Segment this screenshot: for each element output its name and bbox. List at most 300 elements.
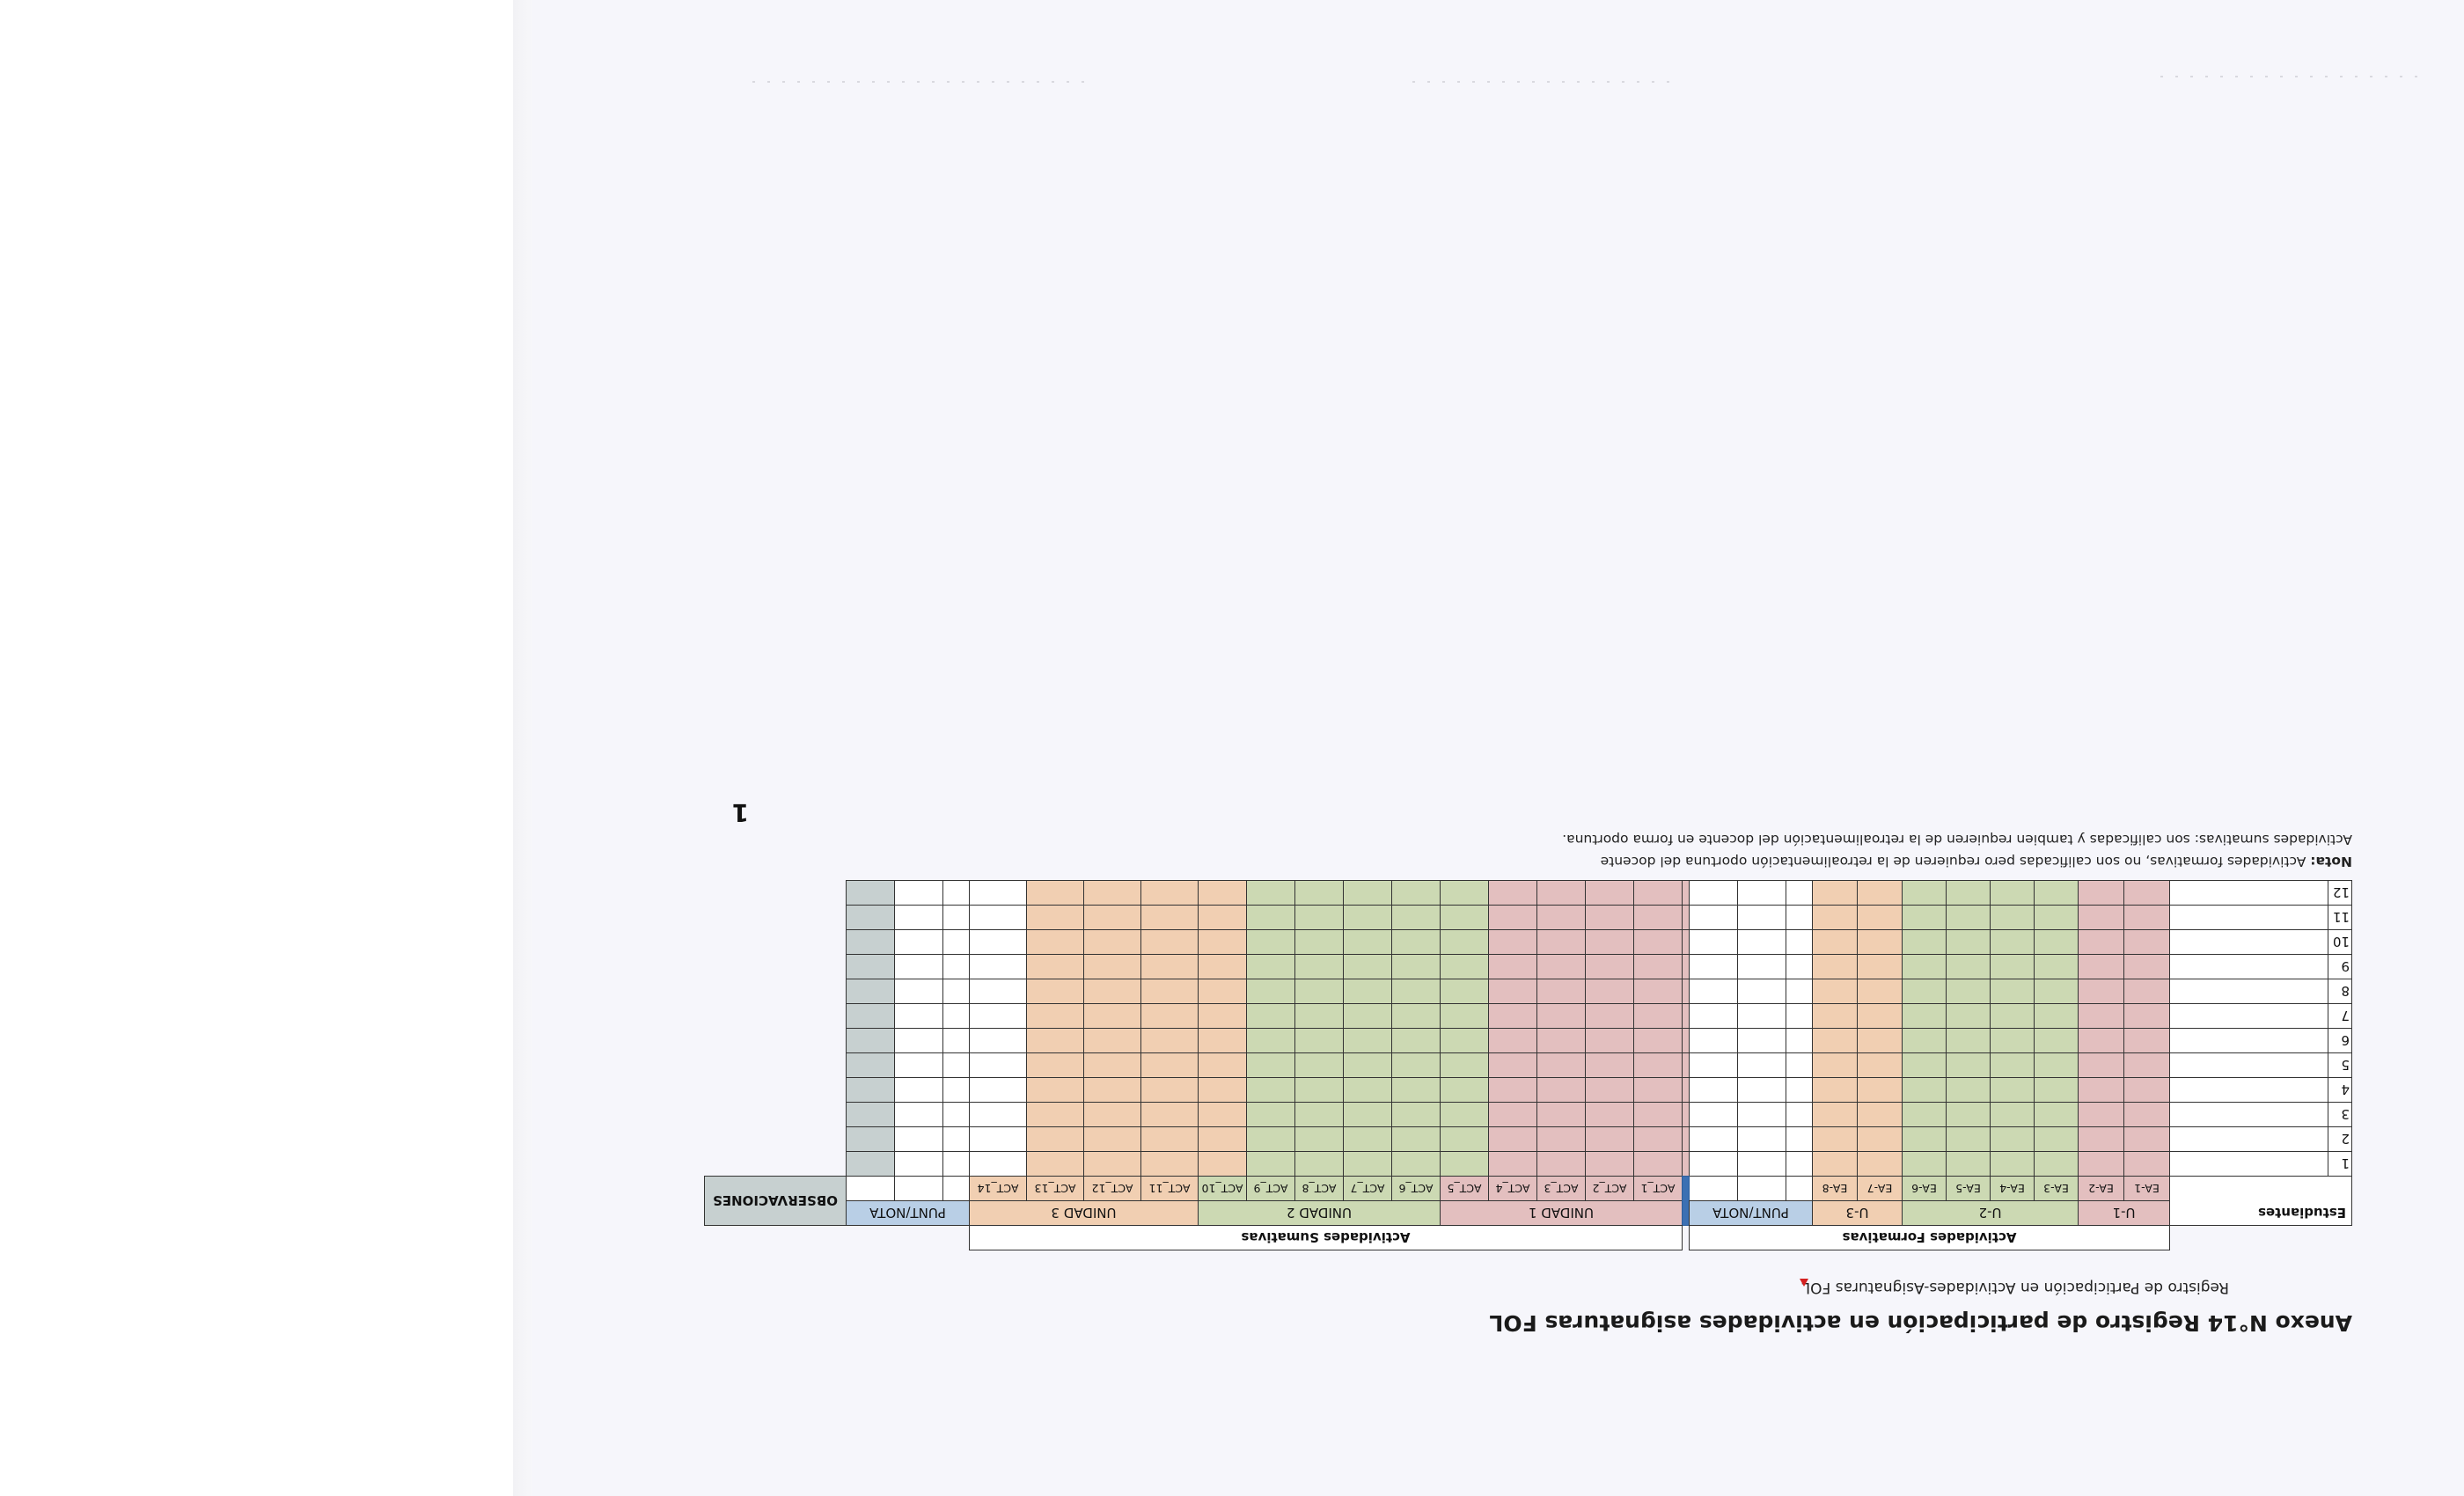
student-name-cell[interactable] [2170,979,2328,1004]
grade-cell[interactable] [1690,1078,1738,1103]
grade-cell[interactable] [1141,955,1199,979]
grade-cell[interactable] [1084,979,1141,1004]
grade-cell[interactable] [1813,906,1858,930]
grade-cell[interactable] [1738,955,1786,979]
grade-cell[interactable] [1295,881,1344,906]
grade-cell[interactable] [895,1053,943,1078]
grade-cell[interactable] [1247,979,1295,1004]
grade-cell[interactable] [1738,1004,1786,1029]
grade-cell[interactable] [1392,1127,1441,1152]
grade-cell[interactable] [2124,1152,2170,1177]
grade-cell[interactable] [1813,881,1858,906]
grade-cell[interactable] [1738,881,1786,906]
grade-cell[interactable] [1634,955,1683,979]
grade-cell[interactable] [2079,930,2124,955]
grade-cell[interactable] [1947,979,1991,1004]
student-name-cell[interactable] [2170,906,2328,930]
grade-cell[interactable] [1295,955,1344,979]
grade-cell[interactable] [1392,1078,1441,1103]
grade-cell[interactable] [1344,1078,1392,1103]
grade-cell[interactable] [1537,1029,1586,1053]
grade-cell[interactable] [970,979,1027,1004]
grade-cell[interactable] [1786,1152,1813,1177]
grade-cell[interactable] [1247,906,1295,930]
grade-cell[interactable] [1441,955,1489,979]
student-name-cell[interactable] [2170,955,2328,979]
grade-cell[interactable] [1586,881,1634,906]
grade-cell[interactable] [2079,881,2124,906]
grade-cell[interactable] [970,1127,1027,1152]
grade-cell[interactable] [1199,1078,1247,1103]
grade-cell[interactable] [1786,955,1813,979]
grade-cell[interactable] [1537,906,1586,930]
grade-cell[interactable] [1586,930,1634,955]
grade-cell[interactable] [1537,881,1586,906]
grade-cell[interactable] [1141,1004,1199,1029]
grade-cell[interactable] [1991,955,2035,979]
grade-cell[interactable] [1295,1004,1344,1029]
grade-cell[interactable] [970,1078,1027,1103]
grade-cell[interactable] [895,1103,943,1127]
grade-cell[interactable] [1537,1004,1586,1029]
grade-cell[interactable] [1813,1053,1858,1078]
grade-cell[interactable] [1903,1004,1947,1029]
grade-cell[interactable] [1690,930,1738,955]
grade-cell[interactable] [1392,1152,1441,1177]
grade-cell[interactable] [1247,955,1295,979]
grade-cell[interactable] [1991,1053,2035,1078]
grade-cell[interactable] [2124,930,2170,955]
student-name-cell[interactable] [2170,1152,2328,1177]
grade-cell[interactable] [1344,1152,1392,1177]
grade-cell[interactable] [1344,955,1392,979]
grade-cell[interactable] [1858,1053,1903,1078]
student-name-cell[interactable] [2170,881,2328,906]
grade-cell[interactable] [2035,1053,2079,1078]
grade-cell[interactable] [1683,930,1690,955]
grade-cell[interactable] [970,930,1027,955]
grade-cell[interactable] [943,1004,970,1029]
grade-cell[interactable] [1690,1004,1738,1029]
grade-cell[interactable] [1344,1103,1392,1127]
observation-cell[interactable] [847,1029,895,1053]
grade-cell[interactable] [1634,1053,1683,1078]
grade-cell[interactable] [1441,1004,1489,1029]
grade-cell[interactable] [1084,1152,1141,1177]
observation-cell[interactable] [847,1152,895,1177]
grade-cell[interactable] [1537,955,1586,979]
grade-cell[interactable] [1295,1152,1344,1177]
grade-cell[interactable] [1489,1029,1537,1053]
grade-cell[interactable] [895,930,943,955]
grade-cell[interactable] [1199,881,1247,906]
grade-cell[interactable] [1489,1078,1537,1103]
grade-cell[interactable] [1683,906,1690,930]
grade-cell[interactable] [1813,1029,1858,1053]
grade-cell[interactable] [2035,1078,2079,1103]
grade-cell[interactable] [1027,1078,1084,1103]
grade-cell[interactable] [1903,1078,1947,1103]
grade-cell[interactable] [2124,1127,2170,1152]
grade-cell[interactable] [1738,979,1786,1004]
grade-cell[interactable] [1141,1078,1199,1103]
grade-cell[interactable] [2035,1127,2079,1152]
grade-cell[interactable] [1141,881,1199,906]
grade-cell[interactable] [1634,1127,1683,1152]
grade-cell[interactable] [1813,1004,1858,1029]
grade-cell[interactable] [2079,906,2124,930]
grade-cell[interactable] [943,1127,970,1152]
grade-cell[interactable] [2124,1103,2170,1127]
grade-cell[interactable] [1586,1004,1634,1029]
grade-cell[interactable] [1027,1029,1084,1053]
grade-cell[interactable] [1947,881,1991,906]
grade-cell[interactable] [1141,979,1199,1004]
grade-cell[interactable] [1991,1078,2035,1103]
grade-cell[interactable] [1199,906,1247,930]
observation-cell[interactable] [847,930,895,955]
grade-cell[interactable] [943,1078,970,1103]
grade-cell[interactable] [2079,1053,2124,1078]
grade-cell[interactable] [1199,1127,1247,1152]
grade-cell[interactable] [1344,881,1392,906]
grade-cell[interactable] [970,1004,1027,1029]
grade-cell[interactable] [1683,1152,1690,1177]
grade-cell[interactable] [1027,881,1084,906]
grade-cell[interactable] [1489,906,1537,930]
grade-cell[interactable] [1903,881,1947,906]
grade-cell[interactable] [1903,1152,1947,1177]
grade-cell[interactable] [1786,1053,1813,1078]
grade-cell[interactable] [2035,930,2079,955]
grade-cell[interactable] [1947,1152,1991,1177]
student-name-cell[interactable] [2170,1078,2328,1103]
grade-cell[interactable] [1903,1127,1947,1152]
grade-cell[interactable] [1247,1103,1295,1127]
grade-cell[interactable] [1489,881,1537,906]
grade-cell[interactable] [1537,979,1586,1004]
observation-cell[interactable] [847,1004,895,1029]
grade-cell[interactable] [1441,1127,1489,1152]
student-name-cell[interactable] [2170,1053,2328,1078]
grade-cell[interactable] [1858,1152,1903,1177]
grade-cell[interactable] [2035,1152,2079,1177]
grade-cell[interactable] [1027,1004,1084,1029]
student-name-cell[interactable] [2170,1029,2328,1053]
grade-cell[interactable] [1247,1078,1295,1103]
grade-cell[interactable] [2124,1078,2170,1103]
grade-cell[interactable] [1991,930,2035,955]
observation-cell[interactable] [847,906,895,930]
grade-cell[interactable] [2079,1103,2124,1127]
grade-cell[interactable] [1903,979,1947,1004]
grade-cell[interactable] [970,1029,1027,1053]
grade-cell[interactable] [1947,1053,1991,1078]
grade-cell[interactable] [1295,1029,1344,1053]
grade-cell[interactable] [895,1127,943,1152]
grade-cell[interactable] [1247,930,1295,955]
grade-cell[interactable] [1141,1053,1199,1078]
grade-cell[interactable] [1786,906,1813,930]
student-name-cell[interactable] [2170,1127,2328,1152]
grade-cell[interactable] [1690,1053,1738,1078]
grade-cell[interactable] [1141,1127,1199,1152]
grade-cell[interactable] [1786,979,1813,1004]
grade-cell[interactable] [1441,1152,1489,1177]
grade-cell[interactable] [1489,1152,1537,1177]
grade-cell[interactable] [1392,955,1441,979]
grade-cell[interactable] [1690,906,1738,930]
grade-cell[interactable] [1489,1053,1537,1078]
grade-cell[interactable] [1586,1029,1634,1053]
grade-cell[interactable] [895,1004,943,1029]
observation-cell[interactable] [847,1103,895,1127]
grade-cell[interactable] [1683,1078,1690,1103]
grade-cell[interactable] [1344,906,1392,930]
grade-cell[interactable] [1295,1103,1344,1127]
grade-cell[interactable] [2035,881,2079,906]
grade-cell[interactable] [2035,979,2079,1004]
grade-cell[interactable] [1027,1152,1084,1177]
grade-cell[interactable] [970,906,1027,930]
grade-cell[interactable] [1947,1127,1991,1152]
grade-cell[interactable] [1141,1152,1199,1177]
grade-cell[interactable] [1813,955,1858,979]
grade-cell[interactable] [1634,881,1683,906]
observation-cell[interactable] [847,1053,895,1078]
grade-cell[interactable] [1344,1127,1392,1152]
grade-cell[interactable] [943,1053,970,1078]
grade-cell[interactable] [1634,1004,1683,1029]
grade-cell[interactable] [1813,1103,1858,1127]
grade-cell[interactable] [1247,1004,1295,1029]
grade-cell[interactable] [1344,930,1392,955]
grade-cell[interactable] [1813,1152,1858,1177]
grade-cell[interactable] [2124,1004,2170,1029]
grade-cell[interactable] [1199,955,1247,979]
grade-cell[interactable] [1738,1029,1786,1053]
grade-cell[interactable] [1489,979,1537,1004]
student-name-cell[interactable] [2170,1004,2328,1029]
grade-cell[interactable] [1586,955,1634,979]
grade-cell[interactable] [1903,930,1947,955]
grade-cell[interactable] [1084,1053,1141,1078]
grade-cell[interactable] [2079,955,2124,979]
student-name-cell[interactable] [2170,930,2328,955]
grade-cell[interactable] [2124,881,2170,906]
grade-cell[interactable] [1295,1053,1344,1078]
grade-cell[interactable] [2079,1078,2124,1103]
observation-cell[interactable] [847,881,895,906]
grade-cell[interactable] [1738,930,1786,955]
grade-cell[interactable] [1991,881,2035,906]
grade-cell[interactable] [1141,1029,1199,1053]
grade-cell[interactable] [1027,906,1084,930]
grade-cell[interactable] [970,1152,1027,1177]
grade-cell[interactable] [1947,1029,1991,1053]
grade-cell[interactable] [1991,979,2035,1004]
grade-cell[interactable] [1786,1127,1813,1152]
grade-cell[interactable] [1084,1078,1141,1103]
grade-cell[interactable] [943,1152,970,1177]
grade-cell[interactable] [1690,955,1738,979]
grade-cell[interactable] [1441,1078,1489,1103]
grade-cell[interactable] [1683,1103,1690,1127]
grade-cell[interactable] [1441,906,1489,930]
observation-cell[interactable] [847,955,895,979]
grade-cell[interactable] [1392,906,1441,930]
grade-cell[interactable] [1027,1103,1084,1127]
grade-cell[interactable] [1084,1004,1141,1029]
grade-cell[interactable] [1634,930,1683,955]
grade-cell[interactable] [1247,1152,1295,1177]
grade-cell[interactable] [1199,1103,1247,1127]
grade-cell[interactable] [1027,955,1084,979]
grade-cell[interactable] [1392,930,1441,955]
student-name-cell[interactable] [2170,1103,2328,1127]
grade-cell[interactable] [1858,1078,1903,1103]
grade-cell[interactable] [1537,1152,1586,1177]
grade-cell[interactable] [1489,930,1537,955]
grade-cell[interactable] [1537,1053,1586,1078]
grade-cell[interactable] [2079,1127,2124,1152]
grade-cell[interactable] [1947,1078,1991,1103]
grade-cell[interactable] [1947,930,1991,955]
grade-cell[interactable] [1344,1029,1392,1053]
grade-cell[interactable] [1392,979,1441,1004]
grade-cell[interactable] [1537,1103,1586,1127]
grade-cell[interactable] [1027,1127,1084,1152]
grade-cell[interactable] [1786,1078,1813,1103]
grade-cell[interactable] [1947,1103,1991,1127]
grade-cell[interactable] [1634,1152,1683,1177]
grade-cell[interactable] [1683,979,1690,1004]
grade-cell[interactable] [943,955,970,979]
grade-cell[interactable] [1295,906,1344,930]
grade-cell[interactable] [2035,1029,2079,1053]
grade-cell[interactable] [970,955,1027,979]
grade-cell[interactable] [1084,1103,1141,1127]
observation-cell[interactable] [847,1078,895,1103]
grade-cell[interactable] [1586,906,1634,930]
grade-cell[interactable] [1537,930,1586,955]
grade-cell[interactable] [1947,1004,1991,1029]
grade-cell[interactable] [1084,1127,1141,1152]
grade-cell[interactable] [1858,881,1903,906]
grade-cell[interactable] [1683,1004,1690,1029]
grade-cell[interactable] [1903,1103,1947,1127]
grade-cell[interactable] [1586,1152,1634,1177]
grade-cell[interactable] [1991,1127,2035,1152]
grade-cell[interactable] [943,930,970,955]
grade-cell[interactable] [1295,930,1344,955]
grade-cell[interactable] [1141,1103,1199,1127]
grade-cell[interactable] [1786,930,1813,955]
grade-cell[interactable] [1858,955,1903,979]
grade-cell[interactable] [1991,1004,2035,1029]
grade-cell[interactable] [1247,881,1295,906]
grade-cell[interactable] [1441,930,1489,955]
grade-cell[interactable] [2035,906,2079,930]
grade-cell[interactable] [1586,1103,1634,1127]
grade-cell[interactable] [1738,1053,1786,1078]
grade-cell[interactable] [1634,1078,1683,1103]
grade-cell[interactable] [1690,1127,1738,1152]
grade-cell[interactable] [1199,1152,1247,1177]
grade-cell[interactable] [1027,1053,1084,1078]
grade-cell[interactable] [1786,1103,1813,1127]
observation-cell[interactable] [847,1127,895,1152]
grade-cell[interactable] [2079,1029,2124,1053]
grade-cell[interactable] [1441,1053,1489,1078]
grade-cell[interactable] [895,1029,943,1053]
grade-cell[interactable] [1858,1103,1903,1127]
grade-cell[interactable] [1027,930,1084,955]
grade-cell[interactable] [2124,1029,2170,1053]
grade-cell[interactable] [1392,1053,1441,1078]
grade-cell[interactable] [1690,1029,1738,1053]
grade-cell[interactable] [1786,1004,1813,1029]
grade-cell[interactable] [1199,1053,1247,1078]
grade-cell[interactable] [1199,1004,1247,1029]
grade-cell[interactable] [1084,906,1141,930]
grade-cell[interactable] [1738,1103,1786,1127]
grade-cell[interactable] [1683,1029,1690,1053]
grade-cell[interactable] [2035,955,2079,979]
grade-cell[interactable] [1690,881,1738,906]
grade-cell[interactable] [1084,955,1141,979]
grade-cell[interactable] [1634,979,1683,1004]
grade-cell[interactable] [1295,1127,1344,1152]
grade-cell[interactable] [1441,1103,1489,1127]
grade-cell[interactable] [1858,930,1903,955]
grade-cell[interactable] [970,1103,1027,1127]
grade-cell[interactable] [1858,1127,1903,1152]
grade-cell[interactable] [1344,1053,1392,1078]
grade-cell[interactable] [1441,881,1489,906]
observation-cell[interactable] [847,979,895,1004]
grade-cell[interactable] [1441,979,1489,1004]
grade-cell[interactable] [1537,1127,1586,1152]
grade-cell[interactable] [1295,1078,1344,1103]
grade-cell[interactable] [1392,1004,1441,1029]
grade-cell[interactable] [1247,1127,1295,1152]
grade-cell[interactable] [943,906,970,930]
grade-cell[interactable] [943,979,970,1004]
grade-cell[interactable] [1947,955,1991,979]
grade-cell[interactable] [1586,1127,1634,1152]
grade-cell[interactable] [1683,955,1690,979]
grade-cell[interactable] [1813,1078,1858,1103]
grade-cell[interactable] [1786,881,1813,906]
grade-cell[interactable] [2035,1004,2079,1029]
grade-cell[interactable] [1738,906,1786,930]
grade-cell[interactable] [1489,1127,1537,1152]
grade-cell[interactable] [1683,881,1690,906]
grade-cell[interactable] [1392,1029,1441,1053]
grade-cell[interactable] [2124,979,2170,1004]
grade-cell[interactable] [943,1103,970,1127]
grade-cell[interactable] [1634,1103,1683,1127]
grade-cell[interactable] [1344,1004,1392,1029]
grade-cell[interactable] [1991,1103,2035,1127]
grade-cell[interactable] [1537,1078,1586,1103]
grade-cell[interactable] [1947,906,1991,930]
grade-cell[interactable] [1027,979,1084,1004]
grade-cell[interactable] [1991,906,2035,930]
grade-cell[interactable] [1084,881,1141,906]
grade-cell[interactable] [1813,930,1858,955]
